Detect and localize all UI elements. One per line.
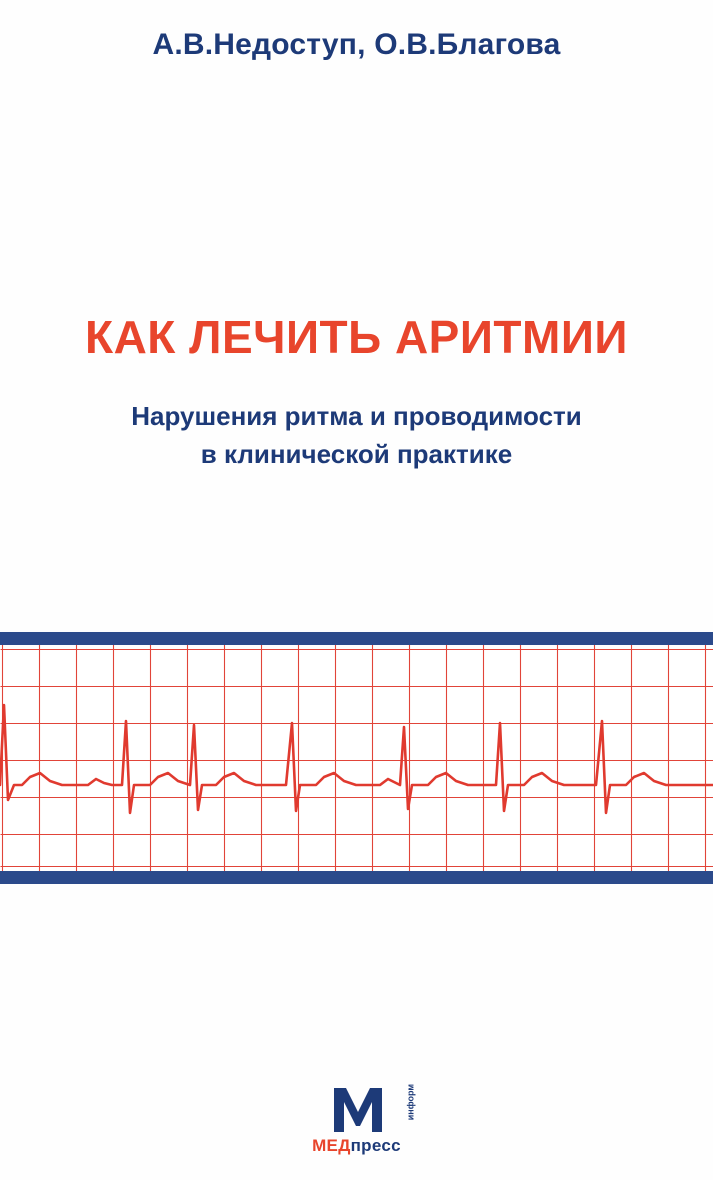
ecg-strip: [0, 632, 713, 884]
book-subtitle: [0, 398, 713, 473]
publisher-vertical-text: информ: [405, 1084, 416, 1121]
ecg-bottom-rule: [0, 871, 713, 884]
subtitle-line-1: Нарушения ритма и проводимости: [131, 401, 582, 431]
ecg-top-rule: [0, 632, 713, 645]
m-logo-icon: [330, 1082, 386, 1136]
ecg-grid: [0, 645, 713, 871]
publisher-name-part1: МЕД: [312, 1136, 351, 1155]
book-title: КАК ЛЕЧИТЬ АРИТМИИ: [85, 311, 628, 363]
publisher-name-part2: пресс: [350, 1136, 401, 1155]
publisher-logo: [0, 1082, 713, 1167]
subtitle-line-2: в клинической практике: [200, 438, 513, 469]
authors-line: А.В.Недоступ, О.В.Благова: [152, 28, 561, 61]
ecg-waveform-icon: [0, 645, 713, 871]
publisher-name: [302, 1136, 412, 1156]
